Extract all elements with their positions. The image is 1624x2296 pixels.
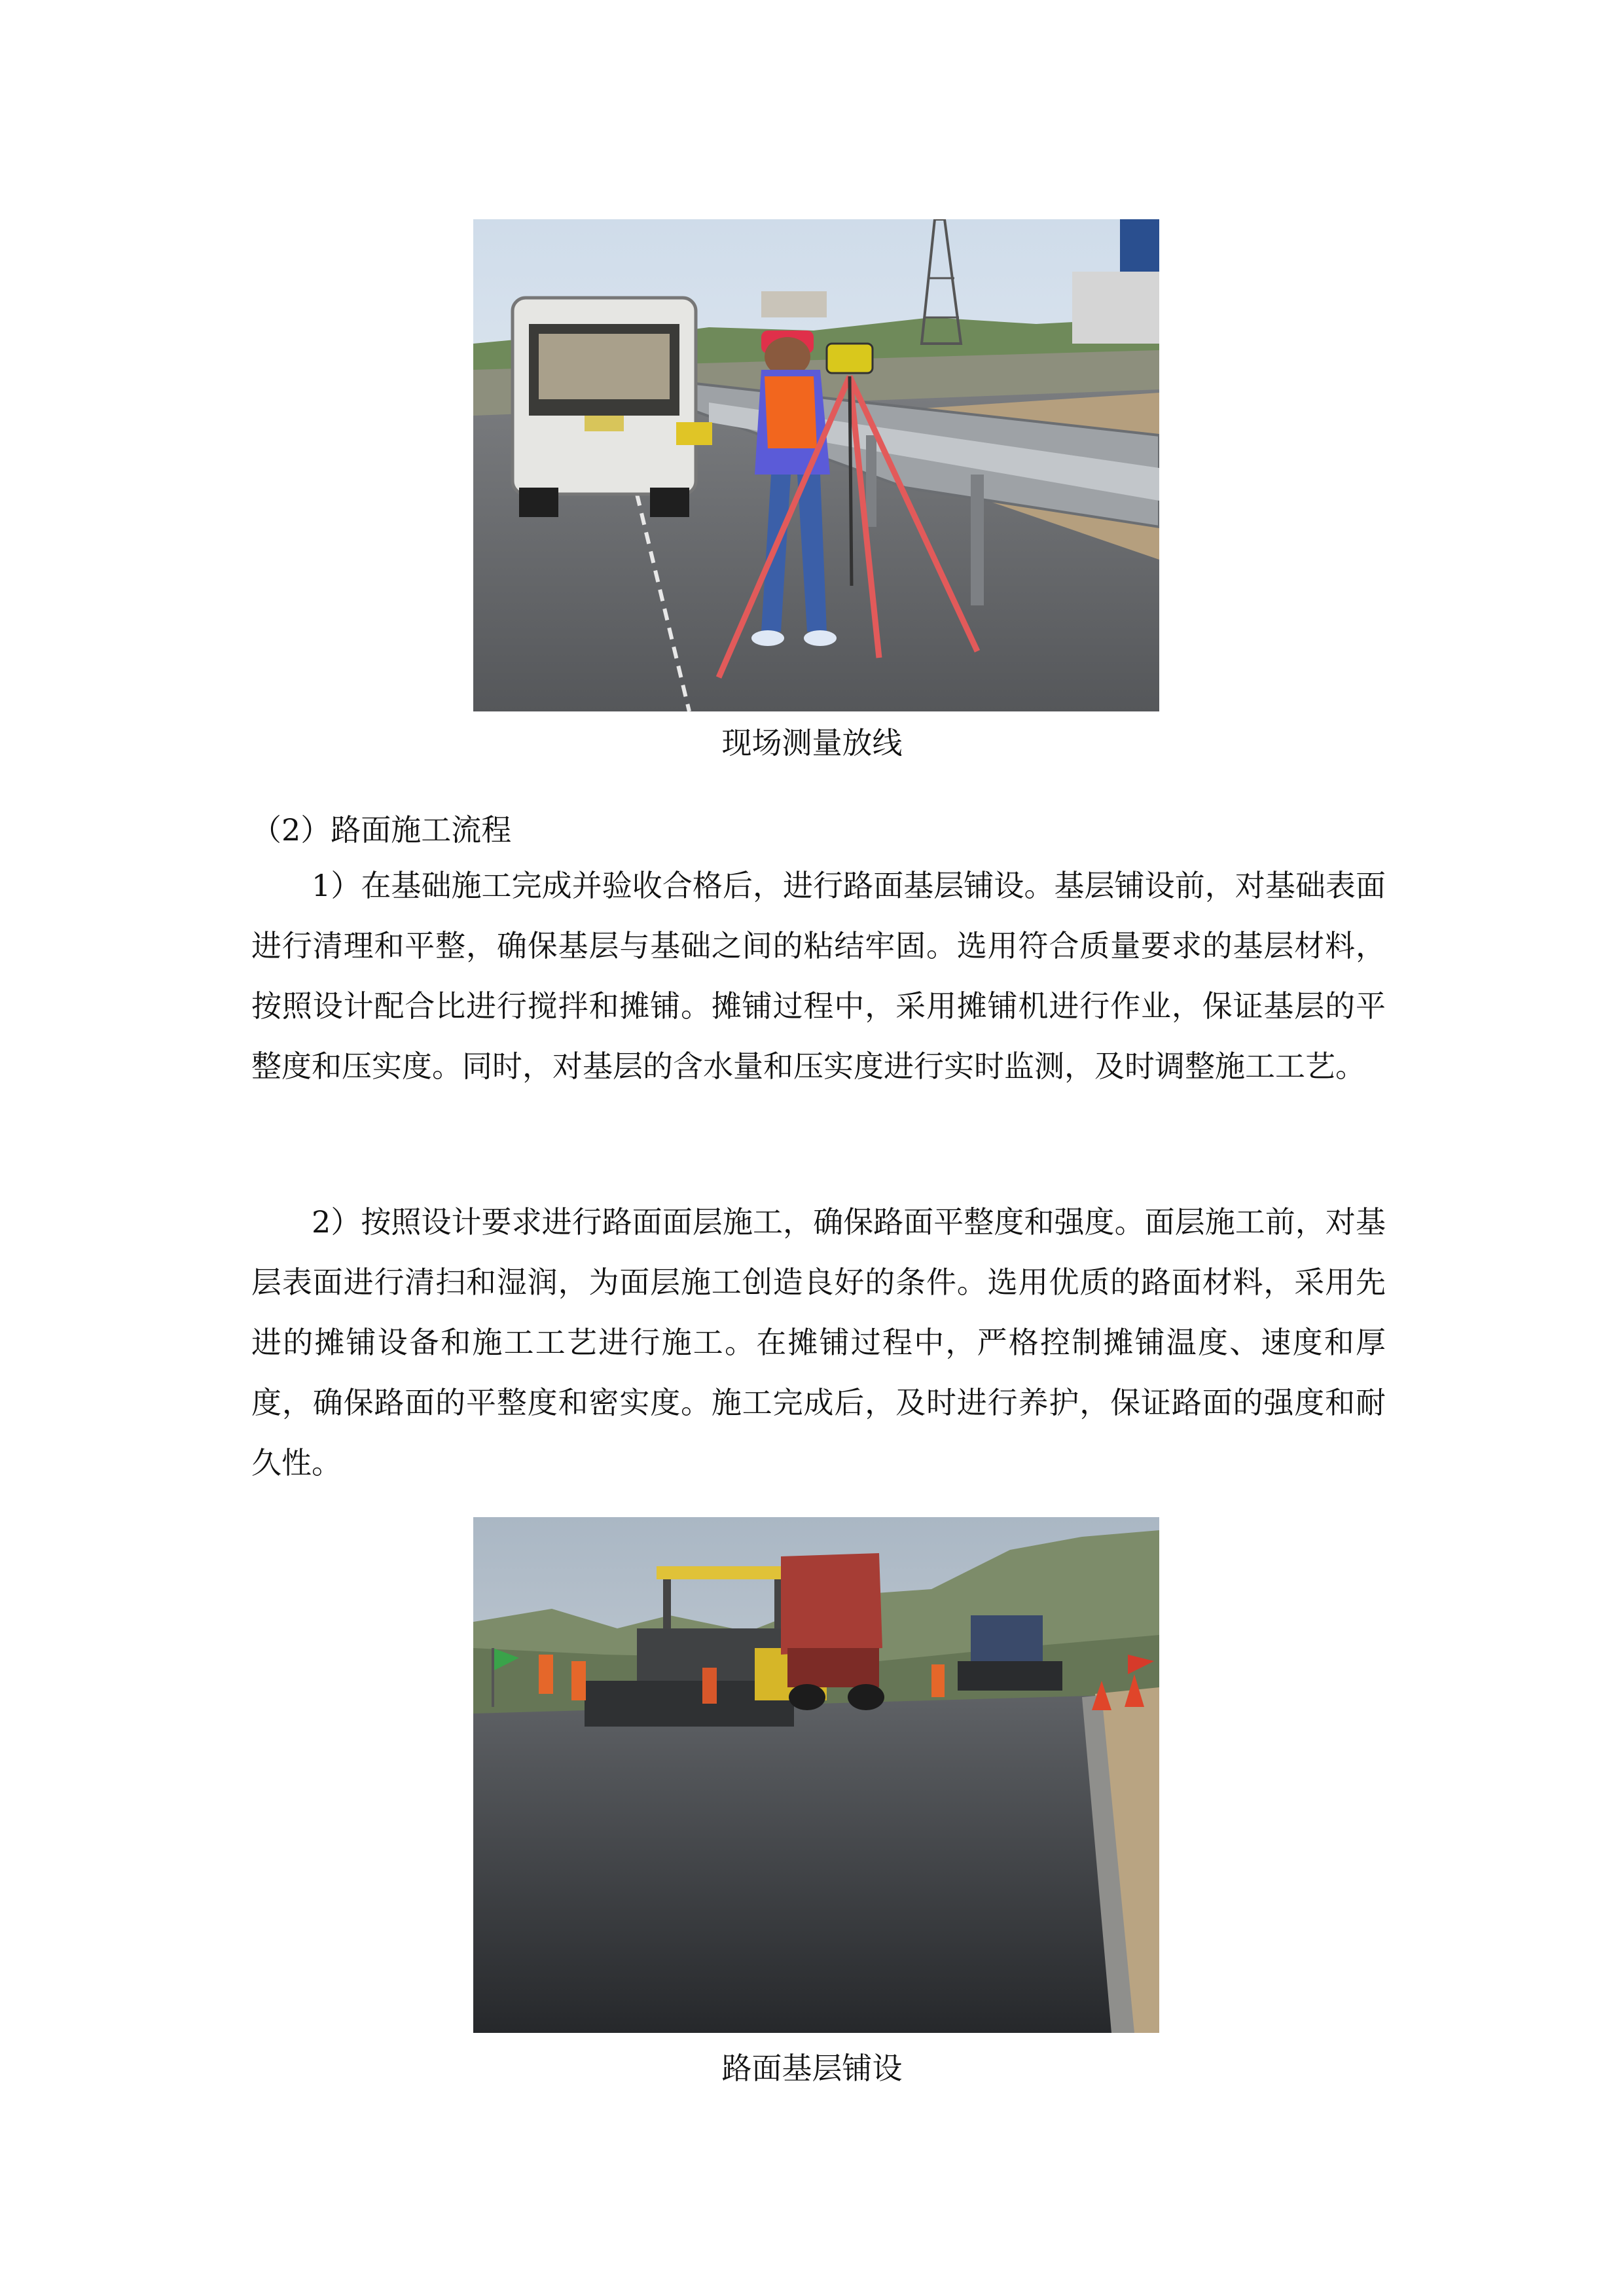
survey-photo-illustration xyxy=(473,219,1159,711)
paragraph-2: 2）按照设计要求进行路面面层施工，确保路面平整度和强度。面层施工前，对基层表面进行清扫和湿润，为面层施工创造良好的条件。选用优质的路面材料，采用先进的摊铺设备和施工工艺进行施工。在摊铺过程中，严格控制摊铺温度、速度和厚度，确保路面的平整度和密实度。施工完成后，及时进行养护，保证路面的强度和耐久性。 xyxy=(251,1204,1386,1480)
section-heading: （2）路面施工流程 xyxy=(251,812,512,848)
paving-photo-illustration xyxy=(473,1517,1159,2033)
paragraph-1: 1）在基础施工完成并验收合格后，进行路面基层铺设。基层铺设前，对基础表面进行清理和平整，确保基层与基础之间的粘结牢固。选用符合质量要求的基层材料，按照设计配合比进行搅拌和摊铺。摊铺过程中，采用摊铺机进行作业，保证基层的平整度和压实度。同时，对基层的含水量和压实度进行实时监测，及时调整施工工艺。 xyxy=(251,868,1386,1084)
paving-photo xyxy=(473,1517,1159,2033)
survey-photo xyxy=(473,219,1159,711)
paving-photo-caption: 路面基层铺设 xyxy=(721,2051,903,2086)
survey-photo-caption: 现场测量放线 xyxy=(721,725,903,761)
